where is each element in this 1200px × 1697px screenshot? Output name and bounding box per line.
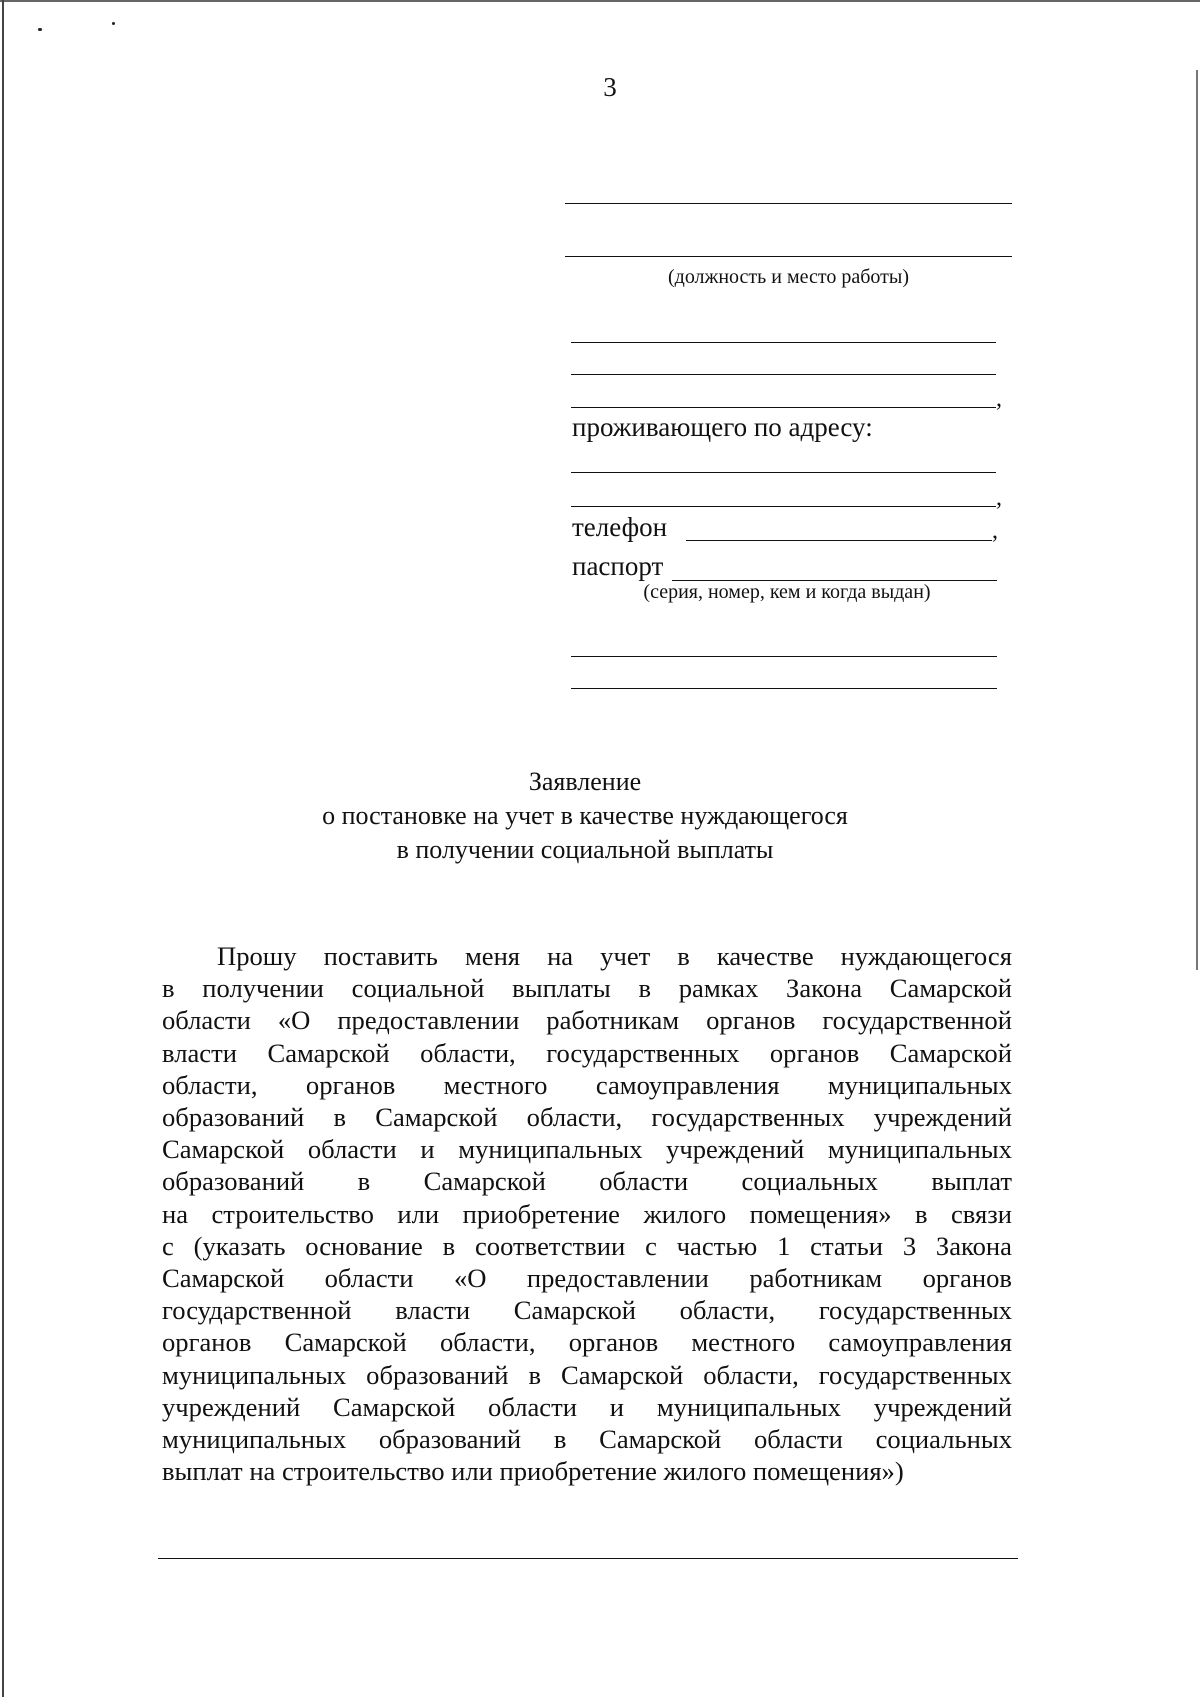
body-word: государственных xyxy=(818,1359,1012,1390)
scan-speck xyxy=(38,28,42,31)
scan-left-edge xyxy=(2,0,4,1697)
body-word: образований xyxy=(162,1166,305,1197)
body-word: работникам xyxy=(749,1263,883,1294)
body-line xyxy=(162,1069,1012,1101)
passport-label: паспорт xyxy=(572,551,664,581)
blank-line xyxy=(158,1558,1018,1559)
body-word: власти xyxy=(395,1295,471,1326)
body-word: в xyxy=(357,1166,371,1197)
body-word: статьи xyxy=(810,1230,884,1261)
body-line xyxy=(162,1133,1012,1165)
body-word: области xyxy=(307,1134,397,1165)
body-word: Самарской xyxy=(423,1166,546,1197)
position-caption: (должность и место работы) xyxy=(667,266,910,288)
blank-line xyxy=(571,656,997,657)
body-word: органов xyxy=(769,1037,860,1068)
blank-line xyxy=(571,374,996,375)
blank-line xyxy=(571,688,997,689)
title-line: в получении социальной выплаты xyxy=(396,835,774,864)
body-line xyxy=(162,1455,1012,1487)
body-word: области xyxy=(488,1391,577,1422)
body-word: органов xyxy=(706,1005,796,1036)
body-line xyxy=(162,1230,1012,1262)
body-word: органов xyxy=(305,1069,396,1100)
body-line xyxy=(162,1101,1012,1133)
body-word: (указать xyxy=(193,1230,286,1261)
body-line xyxy=(162,1198,1012,1230)
body-word: органов xyxy=(568,1327,659,1358)
phone-label: телефон xyxy=(572,512,668,542)
body-word: с xyxy=(645,1230,657,1261)
blank-line xyxy=(571,407,996,408)
body-word: связи xyxy=(950,1198,1012,1229)
body-word: учреждений xyxy=(666,1134,805,1165)
body-word: государственной xyxy=(822,1005,1012,1036)
body-word: Самарской xyxy=(889,973,1012,1004)
body-word: учреждений xyxy=(162,1391,301,1422)
body-word: социальных xyxy=(741,1166,878,1197)
body-word: 3 xyxy=(902,1230,917,1261)
body-word: на xyxy=(162,1198,189,1229)
comma: , xyxy=(996,386,1002,412)
body-line xyxy=(162,1423,1012,1455)
body-word: Самарской xyxy=(267,1037,390,1068)
body-word: государственных xyxy=(818,1295,1012,1326)
blank-line xyxy=(565,203,1012,204)
body-line xyxy=(162,1294,1012,1326)
body-word: выплаты xyxy=(512,973,611,1004)
body-word: в xyxy=(442,1230,456,1261)
blank-line xyxy=(565,256,1012,257)
body-word: 1 xyxy=(777,1230,791,1261)
body-word: местного xyxy=(691,1327,796,1358)
body-word: учреждений xyxy=(873,1391,1012,1422)
body-word: области, xyxy=(526,1102,623,1133)
application-body xyxy=(162,940,1012,1487)
comma: , xyxy=(992,518,998,544)
body-word: государственной xyxy=(162,1295,352,1326)
scan-right-edge xyxy=(1196,70,1198,970)
body-word: соответствии xyxy=(475,1230,626,1261)
body-word: и xyxy=(609,1391,625,1422)
body-word: получении xyxy=(202,973,324,1004)
body-word: в xyxy=(528,1359,541,1390)
body-word: образований xyxy=(162,1102,305,1133)
page-number: 3 xyxy=(603,72,617,102)
blank-line xyxy=(571,472,996,473)
body-word: Самарской xyxy=(513,1295,636,1326)
body-word: жилого xyxy=(643,1198,727,1229)
body-word: области, xyxy=(703,1359,799,1390)
body-word: помещения» xyxy=(749,1198,892,1229)
body-word: области, xyxy=(420,1037,516,1068)
body-line xyxy=(162,1391,1012,1423)
phone-blank-line xyxy=(686,540,992,541)
body-word: в xyxy=(677,941,690,971)
body-word: с xyxy=(162,1230,174,1261)
body-word: самоуправления xyxy=(595,1069,780,1100)
body-word: Самарской xyxy=(162,1134,285,1165)
body-word: меня xyxy=(464,941,521,971)
body-word: органов xyxy=(162,1327,252,1358)
body-word: образований xyxy=(366,1359,509,1390)
body-line xyxy=(162,1004,1012,1036)
body-word: области, xyxy=(440,1327,536,1358)
body-word: местного xyxy=(443,1069,548,1100)
body-word: муниципальных xyxy=(827,1069,1012,1100)
body-line xyxy=(162,1037,1012,1069)
body-word: и xyxy=(420,1134,435,1165)
body-word: образований xyxy=(378,1424,522,1455)
body-word: области xyxy=(324,1263,414,1294)
address-label: проживающего по адресу: xyxy=(572,412,873,442)
body-word: в xyxy=(638,973,651,1004)
body-line xyxy=(162,1262,1012,1294)
body-word: на xyxy=(547,941,574,971)
scan-top-edge xyxy=(0,0,1200,2)
body-word: Закона xyxy=(935,1230,1012,1261)
body-line xyxy=(162,940,1012,972)
body-word: поставить xyxy=(323,941,438,971)
body-line xyxy=(162,972,1012,1004)
body-word: муниципальных xyxy=(162,1359,347,1390)
body-word: социальной xyxy=(351,973,485,1004)
body-word: предоставлении xyxy=(337,1005,520,1036)
body-word: частью xyxy=(676,1230,758,1261)
body-word: «О xyxy=(453,1263,487,1294)
body-word: основание xyxy=(305,1230,423,1261)
body-word: выплат на строительство или приобретение жилого помещения») xyxy=(162,1456,904,1487)
body-line xyxy=(162,1165,1012,1197)
body-word: Самарской xyxy=(284,1327,407,1358)
body-word: предоставлении xyxy=(526,1263,709,1294)
body-word: муниципальных xyxy=(458,1134,643,1165)
body-word: Прошу xyxy=(217,941,297,971)
comma: , xyxy=(996,485,1002,511)
body-word: Самарской xyxy=(889,1037,1012,1068)
body-word: власти xyxy=(162,1037,237,1068)
body-word: в xyxy=(162,973,175,1004)
body-word: области xyxy=(753,1424,843,1455)
body-word: муниципальных xyxy=(827,1134,1012,1165)
blank-line xyxy=(571,506,996,507)
blank-line xyxy=(571,342,996,343)
body-word: Самарской xyxy=(162,1263,285,1294)
body-word: социальных xyxy=(875,1424,1012,1455)
body-word: государственных xyxy=(546,1037,740,1068)
body-word: в xyxy=(914,1198,928,1229)
body-word: «О xyxy=(277,1005,311,1036)
passport-caption: (серия, номер, кем и когда выдан) xyxy=(643,581,931,603)
body-line xyxy=(162,1359,1012,1391)
title-line: о постановке на учет в качестве нуждающегося xyxy=(322,801,848,830)
body-word: государственных xyxy=(651,1102,845,1133)
body-word: качестве xyxy=(716,941,814,971)
body-word: области, xyxy=(162,1069,258,1100)
body-word: или xyxy=(397,1198,440,1229)
body-line xyxy=(162,1326,1012,1358)
body-word: нуждающегося xyxy=(840,941,1012,971)
body-word: Закона xyxy=(786,973,863,1004)
body-word: приобретение xyxy=(462,1198,620,1229)
body-word: Самарской xyxy=(561,1359,684,1390)
body-word: работникам xyxy=(546,1005,680,1036)
body-word: области, xyxy=(679,1295,776,1326)
body-word: рамках xyxy=(678,973,759,1004)
body-word: муниципальных xyxy=(656,1391,841,1422)
body-word: Самарской xyxy=(333,1391,456,1422)
body-word: в xyxy=(553,1424,567,1455)
body-word: выплат xyxy=(931,1166,1012,1197)
body-word: муниципальных xyxy=(162,1424,347,1455)
body-word: учреждений xyxy=(873,1102,1012,1133)
title-line: Заявление xyxy=(528,767,642,796)
body-word: Самарской xyxy=(375,1102,498,1133)
body-word: области xyxy=(599,1166,689,1197)
body-word: строительство xyxy=(211,1198,374,1229)
body-word: учет xyxy=(600,941,651,971)
body-word: области xyxy=(162,1005,251,1036)
document-title xyxy=(180,765,990,867)
body-word: органов xyxy=(922,1263,1012,1294)
body-word: самоуправления xyxy=(828,1327,1012,1358)
scan-speck xyxy=(112,22,115,25)
body-word: в xyxy=(333,1102,347,1133)
body-word: Самарской xyxy=(599,1424,722,1455)
